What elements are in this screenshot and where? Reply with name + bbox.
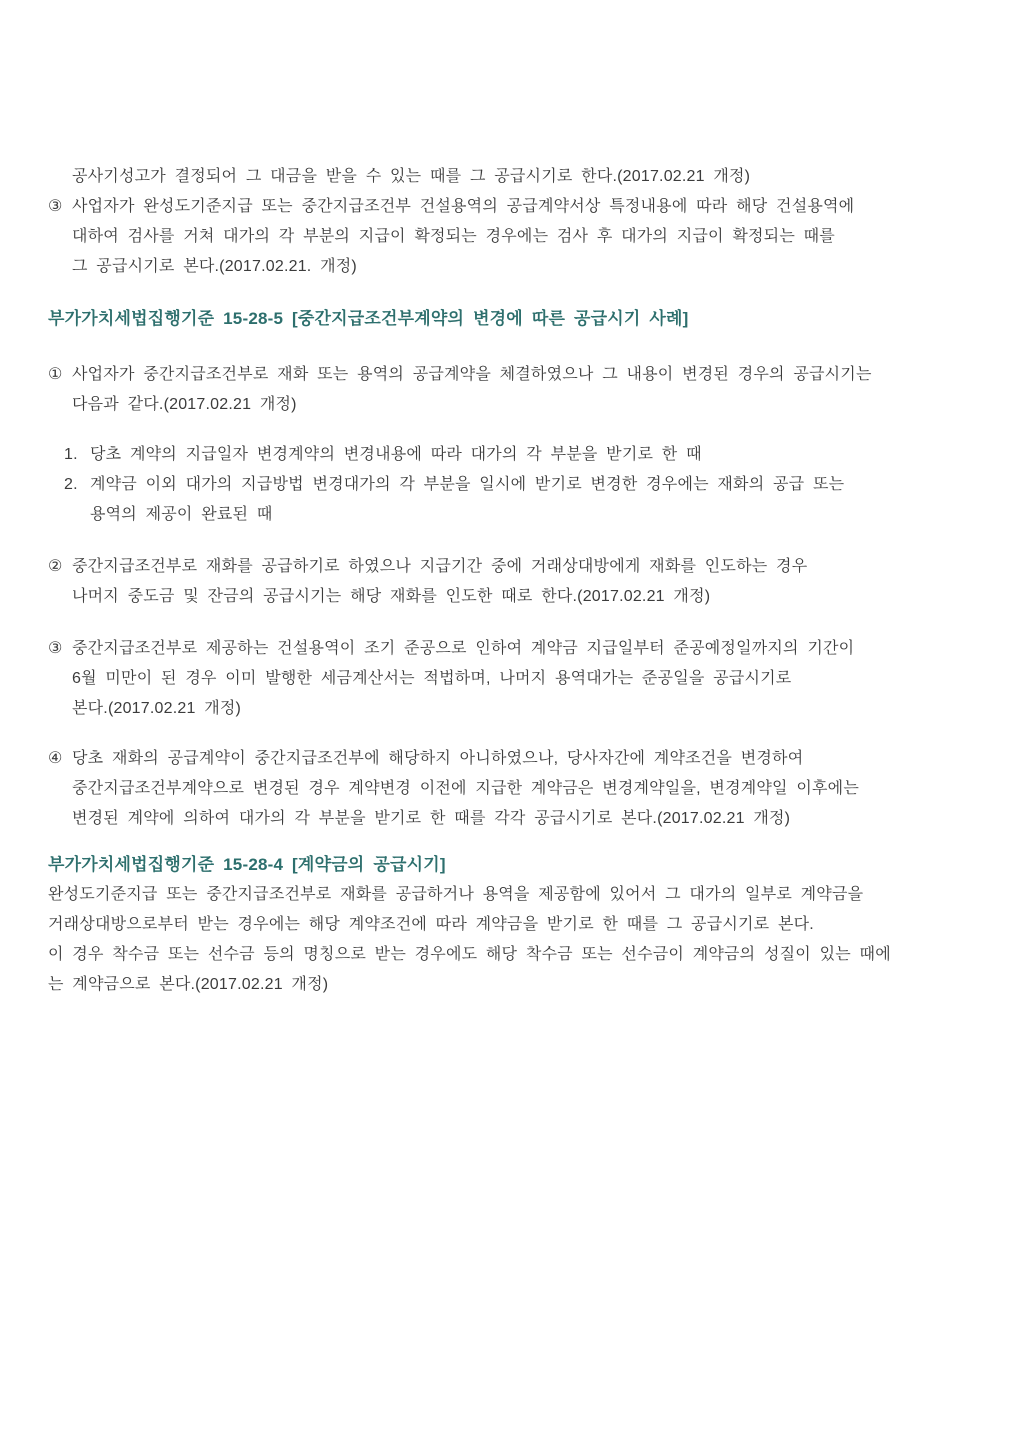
paragraph-line: 용역의 제공이 완료된 때 (90, 506, 273, 523)
paragraph-line: 는 계약금으로 본다.(2017.02.21 개정) (48, 976, 329, 993)
paragraph-line: 계약금 이외 대가의 지급방법 변경대가의 각 부분을 일시에 받기로 변경한 경우에는 재화의 공급 또는 (90, 476, 845, 493)
paragraph-line: 중간지급조건부계약으로 변경된 경우 계약변경 이전에 지급한 계약금은 변경계약일을, 변경계약일 이후에는 (72, 780, 859, 797)
carryover-paragraph (48, 162, 966, 282)
sublist-item (64, 440, 966, 470)
numbered-sublist (64, 440, 966, 530)
section-heading: 부가가치세법집행기준 15-28-5 [중간지급조건부계약의 변경에 따른 공급시기 사례] (48, 309, 689, 328)
paragraph-line: 사업자가 중간지급조건부로 재화 또는 용역의 공급계약을 체결하였으나 그 내용이 변경된 경우의 공급시기는 (72, 366, 872, 383)
list-item (48, 552, 966, 612)
circled-number-marker: ④ (48, 750, 63, 767)
paragraph-line: 당초 재화의 공급계약이 중간지급조건부에 해당하지 아니하였으나, 당사자간에 계약조건을 변경하여 (72, 750, 804, 767)
number-marker: 1. (64, 446, 78, 463)
paragraph-line: 사업자가 완성도기준지급 또는 중간지급조건부 건설용역의 공급계약서상 특정내용에 따라 해당 건설용역에 (72, 198, 855, 215)
paragraph-line: 당초 계약의 지급일자 변경계약의 변경내용에 따라 대가의 각 부분을 받기로 한 때 (90, 446, 702, 463)
circled-number-marker: ③ (48, 198, 63, 215)
paragraph-line: 나머지 중도금 및 잔금의 공급시기는 해당 재화를 인도한 때로 한다.(2017.02.21 개정) (72, 588, 711, 605)
section-15-28-4 (48, 850, 966, 1000)
section-15-28-5 (48, 304, 966, 834)
circled-number-marker: ③ (48, 640, 63, 657)
paragraph-line: 본다.(2017.02.21 개정) (72, 700, 242, 717)
paragraph-line: 거래상대방으로부터 받는 경우에는 해당 계약조건에 따라 계약금을 받기로 한 때를 그 공급시기로 본다. (48, 916, 814, 933)
list-item (48, 192, 966, 282)
paragraph-line: 중간지급조건부로 재화를 공급하기로 하였으나 지급기간 중에 거래상대방에게 재화를 인도하는 경우 (72, 558, 808, 575)
list-item (48, 360, 966, 420)
paragraph-line: 공사기성고가 결정되어 그 대금을 받을 수 있는 때를 그 공급시기로 한다.(2017.02.21 개정) (72, 168, 751, 185)
paragraph-line: 완성도기준지급 또는 중간지급조건부로 재화를 공급하거나 용역을 제공함에 있어서 그 대가의 일부로 계약금을 (48, 886, 864, 903)
circled-number-marker: ② (48, 558, 63, 575)
paragraph-line: 그 공급시기로 본다.(2017.02.21. 개정) (72, 258, 357, 275)
paragraph-line: 다음과 같다.(2017.02.21 개정) (72, 396, 297, 413)
circled-number-marker: ① (48, 366, 63, 383)
paragraph-line: 대하여 검사를 거쳐 대가의 각 부분의 지급이 확정되는 경우에는 검사 후 대가의 지급이 확정되는 때를 (72, 228, 835, 245)
section-paragraph (48, 880, 966, 1000)
paragraph-line: 중간지급조건부로 제공하는 건설용역이 조기 준공으로 인하여 계약금 지급일부터 준공예정일까지의 기간이 (72, 640, 855, 657)
sublist-item (64, 470, 966, 530)
paragraph-line: 6월 미만이 된 경우 이미 발행한 세금계산서는 적법하며, 나머지 용역대가는 준공일을 공급시기로 (72, 670, 792, 687)
list-item (48, 744, 966, 834)
number-marker: 2. (64, 476, 78, 493)
paragraph-line: 이 경우 착수금 또는 선수금 등의 명칭으로 받는 경우에도 해당 착수금 또는 선수금이 계약금의 성질이 있는 때에 (48, 946, 891, 963)
paragraph-line: 변경된 계약에 의하여 대가의 각 부분을 받기로 한 때를 각각 공급시기로 본다.(2017.02.21 개정) (72, 810, 791, 827)
section-heading: 부가가치세법집행기준 15-28-4 [계약금의 공급시기] (48, 855, 446, 874)
list-item (48, 634, 966, 724)
